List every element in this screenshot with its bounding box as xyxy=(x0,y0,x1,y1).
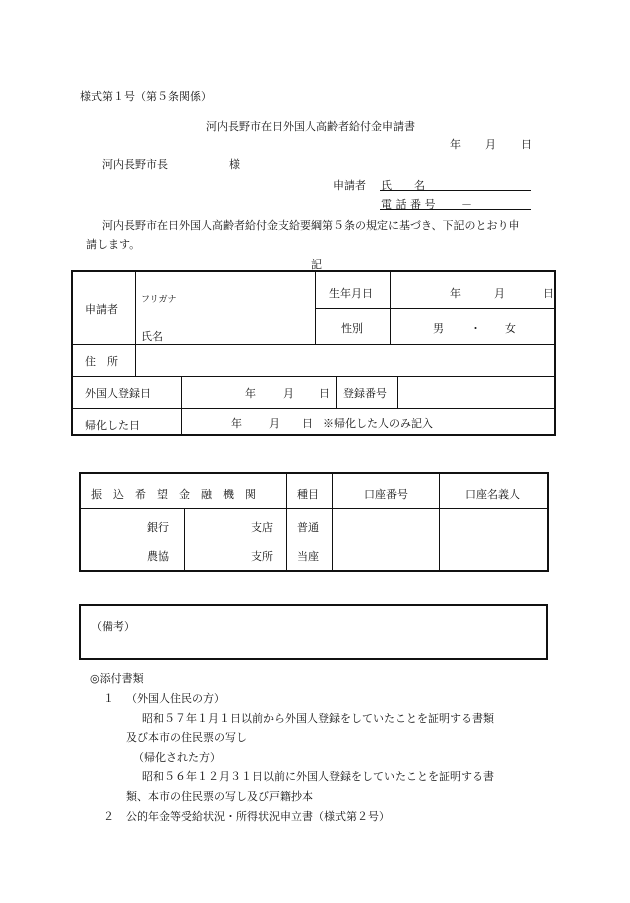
sex-separator: ・ xyxy=(470,322,481,335)
name-underline xyxy=(380,190,531,191)
account-holder-header: 口座名義人 xyxy=(465,488,520,501)
reg-year: 年 xyxy=(245,387,256,400)
phone-underline xyxy=(380,209,531,210)
branch-suffix: 支店 xyxy=(251,521,273,534)
type-ordinary[interactable]: 普通 xyxy=(297,521,319,534)
sex-female[interactable]: 女 xyxy=(505,322,516,335)
applicant-cell: 申請者 xyxy=(85,303,118,316)
applicant-label: 申請者 xyxy=(333,179,366,192)
registration-number-field[interactable] xyxy=(398,377,554,408)
attachments-heading: ◎添付書類 xyxy=(90,672,144,685)
type-current[interactable]: 当座 xyxy=(297,550,319,563)
intro-line-2: 請します。 xyxy=(86,238,141,251)
naturalized-note: ※帰化した人のみ記入 xyxy=(323,417,433,430)
naturalized-date-label: 帰化した日 xyxy=(85,419,140,432)
name-cell-label: 氏名 xyxy=(141,330,163,343)
date-year: 年 xyxy=(450,138,461,151)
remarks-box[interactable] xyxy=(79,604,548,660)
item2-number: ２ xyxy=(103,810,114,823)
reg-day: 日 xyxy=(319,387,330,400)
registration-date-label: 外国人登録日 xyxy=(85,387,151,400)
account-holder-field[interactable] xyxy=(440,509,547,570)
institution-header: 振 込 希 望 金 融 機 関 xyxy=(91,488,256,501)
account-number-field[interactable] xyxy=(333,509,439,570)
sex-label: 性別 xyxy=(341,322,363,335)
address-field[interactable] xyxy=(136,345,554,376)
ki-label: 記 xyxy=(311,258,322,271)
bank-suffix: 銀行 xyxy=(147,521,169,534)
furigana-label: フリガナ xyxy=(141,295,177,305)
form-number: 様式第１号（第５条関係） xyxy=(80,90,212,103)
birth-year: 年 xyxy=(450,287,461,300)
item1-text-1: 昭和５７年１月１日以前から外国人登録をしていたことを証明する書類 xyxy=(142,712,494,725)
item1-text-2: 及び本市の住民票の写し xyxy=(126,731,247,744)
nat-year: 年 xyxy=(231,417,242,430)
intro-line-1: 河内長野市在日外国人高齢者給付金支給要綱第５条の規定に基づき、下記のとおり申 xyxy=(102,219,520,232)
date-month: 月 xyxy=(485,138,496,151)
account-number-header: 口座番号 xyxy=(364,488,408,501)
reg-month: 月 xyxy=(283,387,294,400)
agri-coop-suffix: 農協 xyxy=(147,550,169,563)
type-header: 種目 xyxy=(297,488,319,501)
form-title: 河内長野市在日外国人高齢者給付金申請書 xyxy=(206,120,415,133)
date-day: 日 xyxy=(521,138,532,151)
registration-number-label: 登録番号 xyxy=(343,387,387,400)
phone-label: 電 話 番 号 xyxy=(381,198,436,211)
item1-subtitle: （帰化された方） xyxy=(133,751,221,764)
sub-branch-suffix: 支所 xyxy=(251,550,273,563)
item1-title: （外国人住民の方） xyxy=(126,692,225,705)
item1-text-4: 類、本市の住民票の写し及び戸籍抄本 xyxy=(126,790,313,803)
sex-male[interactable]: 男 xyxy=(433,322,444,335)
item2-text: 公的年金等受給状況・所得状況申立書（様式第２号） xyxy=(126,810,390,823)
address-label: 住 所 xyxy=(85,355,118,368)
addressee: 河内長野市長 xyxy=(102,158,168,171)
birth-month: 月 xyxy=(494,287,505,300)
name-label: 氏 名 xyxy=(381,179,425,192)
nat-day: 日 xyxy=(302,417,313,430)
item1-number: １ xyxy=(103,692,114,705)
applicant-table xyxy=(71,270,556,436)
birth-date-label: 生年月日 xyxy=(329,287,373,300)
nat-month: 月 xyxy=(269,417,280,430)
birth-day: 日 xyxy=(543,287,554,300)
item1-text-3: 昭和５６年１２月３１日以前に外国人登録をしていたことを証明する書 xyxy=(142,770,494,783)
bank-table xyxy=(79,472,549,572)
phone-dash: － xyxy=(461,198,472,211)
honorific: 様 xyxy=(229,158,240,171)
remarks-label: （備考） xyxy=(91,620,135,633)
